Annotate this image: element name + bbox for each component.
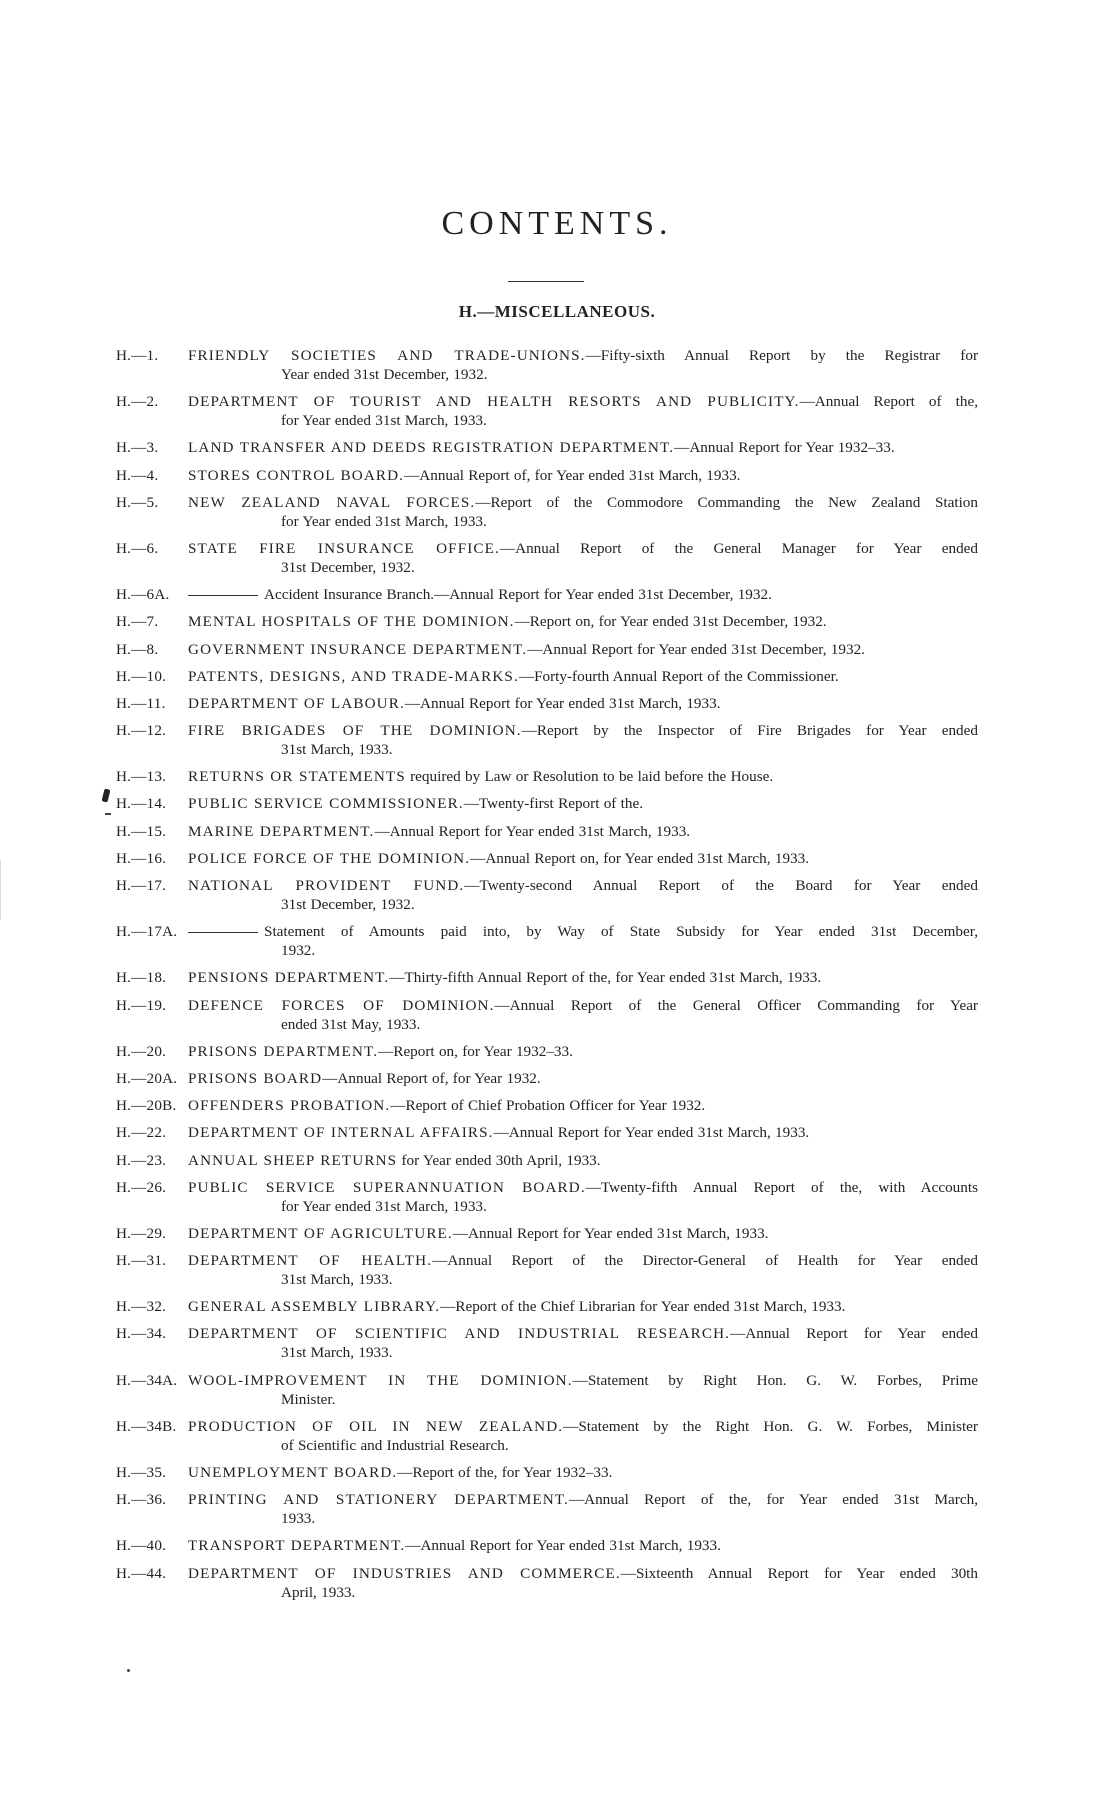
entry-detail: —Annual Report for Year ended bbox=[730, 1325, 978, 1343]
entry-first-line bbox=[188, 1069, 978, 1088]
entry-first-line bbox=[188, 694, 978, 713]
entry-heading: STATE FIRE INSURANCE OFFICE. bbox=[188, 539, 500, 557]
entry-heading: NEW ZEALAND NAVAL FORCES. bbox=[188, 493, 476, 511]
entry-detail: —Annual Report for Year ended 31st December, 1932. bbox=[527, 640, 865, 658]
entry-continuation: April, 1933. bbox=[281, 1583, 356, 1601]
entry-detail: —Annual Report of, for Year 1932. bbox=[322, 1069, 541, 1087]
entry-detail: —Twenty-second Annual Report of the Board for Year ended bbox=[464, 877, 978, 894]
entry-heading: FIRE BRIGADES OF THE DOMINION. bbox=[188, 722, 522, 740]
entry-description bbox=[188, 849, 978, 868]
entry-first-line bbox=[188, 849, 978, 868]
entry-heading: PRINTING AND STATIONERY DEPARTMENT. bbox=[188, 1491, 569, 1509]
entry-description bbox=[188, 1324, 978, 1362]
entry-code: H.—34A. bbox=[116, 1371, 178, 1389]
page-title: CONTENTS. bbox=[441, 205, 673, 242]
entry-heading: UNEMPLOYMENT BOARD. bbox=[188, 1464, 398, 1481]
entry-description bbox=[188, 493, 978, 531]
toc-entry bbox=[116, 1069, 978, 1088]
margin-ink-mark bbox=[102, 788, 111, 802]
toc-entry bbox=[116, 539, 978, 577]
entry-heading: DEPARTMENT OF AGRICULTURE. bbox=[188, 1224, 453, 1242]
entry-detail: —Thirty-fifth Annual Report of the, for Year ended 31st March, 1933. bbox=[389, 969, 822, 987]
entry-description bbox=[188, 640, 978, 659]
entry-detail: —Annual Report for Year ended 31st March, 1933. bbox=[452, 1224, 769, 1242]
entry-heading: PATENTS, DESIGNS, AND TRADE-MARKS. bbox=[188, 667, 519, 685]
entry-description bbox=[188, 539, 978, 577]
entry-code: H.—11. bbox=[116, 694, 166, 712]
entry-description bbox=[188, 438, 978, 457]
entry-code: H.—14. bbox=[116, 795, 167, 813]
entry-continuation: Year ended 31st December, 1932. bbox=[281, 366, 488, 383]
entry-detail: —Annual Report of, for Year ended 31st March, 1933. bbox=[404, 466, 741, 484]
toc-entry bbox=[116, 1324, 978, 1362]
entry-heading: DEPARTMENT OF INTERNAL AFFAIRS. bbox=[188, 1124, 494, 1142]
entry-description bbox=[188, 1490, 978, 1528]
entry-description bbox=[188, 667, 978, 686]
entry-code: H.—20. bbox=[116, 1042, 167, 1060]
entry-code: H.—5. bbox=[116, 493, 159, 511]
entry-continuation: 31st December, 1932. bbox=[281, 558, 415, 576]
entry-code: H.—1. bbox=[116, 347, 159, 364]
entry-first-line bbox=[188, 1123, 978, 1142]
ditto-rule bbox=[188, 595, 258, 596]
toc-entry bbox=[116, 1463, 978, 1482]
entry-heading: PRISONS DEPARTMENT. bbox=[188, 1042, 379, 1060]
entry-description bbox=[188, 721, 978, 759]
entry-first-line bbox=[188, 822, 978, 841]
entry-heading: DEPARTMENT OF SCIENTIFIC AND INDUSTRIAL RESEARCH. bbox=[188, 1325, 731, 1343]
entry-heading: WOOL-IMPROVEMENT IN THE DOMINION. bbox=[188, 1371, 573, 1389]
entry-detail: —Annual Report of the Director-General of Health for Year ended bbox=[432, 1252, 978, 1270]
entry-code: H.—2. bbox=[116, 393, 159, 411]
entry-description bbox=[188, 1096, 978, 1115]
toc-entry bbox=[116, 1224, 978, 1243]
entry-code: H.—12. bbox=[116, 722, 167, 740]
entry-code: H.—20A. bbox=[116, 1069, 178, 1087]
entry-description bbox=[188, 1463, 978, 1482]
entry-description bbox=[188, 1536, 978, 1555]
entry-continuation: ended 31st May, 1933. bbox=[281, 1015, 421, 1033]
entry-detail: —Annual Report of the, bbox=[799, 393, 978, 411]
entry-detail: —Annual Report for Year ended 31st March, 1933. bbox=[404, 694, 721, 712]
entry-description bbox=[188, 1564, 978, 1602]
entry-first-line bbox=[188, 1564, 978, 1583]
entry-continuation: Minister. bbox=[281, 1390, 336, 1408]
toc-entry bbox=[116, 876, 978, 914]
toc-entry bbox=[116, 1096, 978, 1115]
entry-heading: GOVERNMENT INSURANCE DEPARTMENT. bbox=[188, 640, 528, 658]
entry-first-line bbox=[188, 493, 978, 512]
toc-entry bbox=[116, 392, 978, 430]
entry-description bbox=[188, 822, 978, 841]
entry-heading: PUBLIC SERVICE SUPERANNUATION BOARD. bbox=[188, 1178, 586, 1196]
entry-first-line bbox=[188, 922, 978, 941]
entry-code: H.—40. bbox=[116, 1537, 167, 1555]
entry-continuation: 31st December, 1932. bbox=[281, 896, 415, 913]
entry-heading: MENTAL HOSPITALS OF THE DOMINION. bbox=[188, 613, 515, 631]
entry-continuation: 1933. bbox=[281, 1510, 316, 1528]
toc-entry bbox=[116, 1042, 978, 1061]
toc-entry bbox=[116, 612, 978, 631]
entry-heading: FRIENDLY SOCIETIES AND TRADE-UNIONS. bbox=[188, 347, 586, 364]
entry-first-line bbox=[188, 1251, 978, 1270]
entry-code: H.—34. bbox=[116, 1325, 167, 1343]
entry-detail: —Statement by the Right Hon. G. W. Forbes, Minister bbox=[563, 1417, 978, 1435]
entry-first-line bbox=[188, 667, 978, 686]
entry-detail: —Annual Report for Year ended 31st March, 1933. bbox=[374, 822, 691, 840]
entry-first-line bbox=[188, 721, 978, 740]
entry-heading: MARINE DEPARTMENT. bbox=[188, 822, 375, 840]
entry-code: H.—17. bbox=[116, 877, 167, 894]
toc-entry bbox=[116, 1417, 978, 1455]
entry-description bbox=[188, 996, 978, 1034]
toc-entry bbox=[116, 585, 978, 604]
toc-entry bbox=[116, 1564, 978, 1602]
toc-entry bbox=[116, 1251, 978, 1289]
entry-description bbox=[188, 346, 978, 384]
entry-first-line bbox=[188, 1417, 978, 1436]
toc-entry bbox=[116, 849, 978, 868]
entry-heading: NATIONAL PROVIDENT FUND. bbox=[188, 877, 465, 894]
stray-dot-mark bbox=[127, 1669, 130, 1672]
toc-entry bbox=[116, 1536, 978, 1555]
entry-continuation: for Year ended 31st March, 1933. bbox=[281, 1197, 487, 1215]
entry-detail: Statement of Amounts paid into, by Way of State Subsidy for Year ended 31st December, bbox=[264, 923, 978, 941]
toc-entry bbox=[116, 1371, 978, 1409]
entry-continuation: 31st March, 1933. bbox=[281, 1344, 393, 1362]
toc-entry bbox=[116, 1178, 978, 1216]
entry-heading: POLICE FORCE OF THE DOMINION. bbox=[188, 849, 471, 867]
entry-first-line bbox=[188, 1224, 978, 1243]
entry-first-line bbox=[188, 1463, 978, 1482]
entry-first-line bbox=[188, 438, 978, 457]
entry-continuation: for Year ended 31st March, 1933. bbox=[281, 512, 487, 530]
entry-detail: —Annual Report on, for Year ended 31st March, 1933. bbox=[470, 849, 810, 867]
entry-first-line bbox=[188, 1042, 978, 1061]
entry-code: H.—4. bbox=[116, 466, 159, 484]
toc-entry bbox=[116, 1490, 978, 1528]
toc-entry bbox=[116, 346, 978, 384]
entry-code: H.—17A. bbox=[116, 923, 178, 941]
toc-entry bbox=[116, 1151, 978, 1170]
entry-detail: —Report on, for Year ended 31st December, 1932. bbox=[514, 613, 827, 631]
entry-detail: —Sixteenth Annual Report for Year ended 30th bbox=[620, 1564, 978, 1582]
ditto-rule bbox=[188, 932, 258, 933]
toc-entry bbox=[116, 968, 978, 987]
entry-first-line bbox=[188, 794, 978, 813]
entry-continuation: 1932. bbox=[281, 942, 316, 960]
entry-detail: —Report by the Inspector of Fire Brigades for Year ended bbox=[521, 722, 978, 740]
entry-first-line bbox=[188, 996, 978, 1015]
toc-entry bbox=[116, 667, 978, 686]
toc-entry bbox=[116, 1123, 978, 1142]
entry-detail: required by Law or Resolution to be laid before the House. bbox=[405, 768, 774, 786]
toc-entry bbox=[116, 822, 978, 841]
toc-entry bbox=[116, 1297, 978, 1316]
entry-continuation: 31st March, 1933. bbox=[281, 1271, 393, 1289]
entry-description bbox=[188, 1178, 978, 1216]
entry-first-line bbox=[188, 1096, 978, 1115]
entry-continuation: 31st March, 1933. bbox=[281, 741, 393, 759]
entry-code: H.—36. bbox=[116, 1491, 167, 1509]
entry-first-line bbox=[188, 612, 978, 631]
entry-first-line bbox=[188, 1371, 978, 1390]
entry-first-line bbox=[188, 1151, 978, 1170]
entry-first-line bbox=[188, 876, 978, 895]
entry-heading: DEPARTMENT OF TOURIST AND HEALTH RESORTS AND PUBLICITY. bbox=[188, 393, 800, 411]
entry-detail: —Report of the Commodore Commanding the New Zealand Station bbox=[475, 493, 978, 511]
entry-detail: —Annual Report for Year ended 31st March, 1933. bbox=[493, 1124, 810, 1142]
entry-description bbox=[188, 585, 978, 604]
entry-first-line bbox=[188, 1178, 978, 1197]
toc-entry bbox=[116, 996, 978, 1034]
entry-code: H.—23. bbox=[116, 1151, 167, 1169]
toc-entry bbox=[116, 794, 978, 813]
entry-code: H.—15. bbox=[116, 822, 167, 840]
entry-detail: —Twenty-fifth Annual Report of the, with Accounts bbox=[585, 1178, 978, 1196]
entry-code: H.—29. bbox=[116, 1224, 167, 1242]
entry-description bbox=[188, 1224, 978, 1243]
entry-code: H.—3. bbox=[116, 439, 159, 457]
entry-code: H.—13. bbox=[116, 768, 167, 786]
entry-detail: —Statement by Right Hon. G. W. Forbes, Prime bbox=[572, 1371, 978, 1389]
entry-code: H.—10. bbox=[116, 667, 167, 685]
entry-description bbox=[188, 794, 978, 813]
entry-description bbox=[188, 968, 978, 987]
entry-first-line bbox=[188, 1490, 978, 1509]
section-heading: H.—MISCELLANEOUS. bbox=[458, 302, 656, 321]
entry-heading: OFFENDERS PROBATION. bbox=[188, 1097, 391, 1115]
entry-description bbox=[188, 1371, 978, 1409]
entry-detail: —Annual Report of the, for Year ended 31st March, bbox=[568, 1491, 978, 1509]
entry-heading: DEFENCE FORCES OF DOMINION. bbox=[188, 996, 495, 1014]
entry-code: H.—31. bbox=[116, 1252, 167, 1270]
entry-heading: PENSIONS DEPARTMENT. bbox=[188, 969, 390, 987]
entry-detail: for Year ended 30th April, 1933. bbox=[397, 1151, 601, 1169]
toc-entry bbox=[116, 640, 978, 659]
entry-first-line bbox=[188, 640, 978, 659]
entry-heading: DEPARTMENT OF INDUSTRIES AND COMMERCE. bbox=[188, 1564, 621, 1582]
entry-heading: DEPARTMENT OF LABOUR. bbox=[188, 694, 405, 712]
entry-first-line bbox=[188, 539, 978, 558]
entry-description bbox=[188, 922, 978, 960]
entry-code: H.—8. bbox=[116, 640, 159, 658]
entry-description bbox=[188, 876, 978, 914]
entry-heading: PRISONS BOARD bbox=[188, 1069, 323, 1087]
entry-description bbox=[188, 767, 978, 786]
entry-detail: —Report of the, for Year 1932–33. bbox=[397, 1464, 613, 1481]
entry-detail: —Annual Report for Year ended 31st March, 1933. bbox=[405, 1537, 721, 1555]
entry-detail: —Annual Report for Year 1932–33. bbox=[674, 439, 895, 457]
entry-first-line bbox=[188, 1297, 978, 1316]
entry-code: H.—32. bbox=[116, 1298, 167, 1316]
entry-first-line bbox=[188, 1324, 978, 1343]
entry-heading: TRANSPORT DEPARTMENT. bbox=[188, 1537, 406, 1555]
entry-first-line bbox=[188, 767, 978, 786]
entry-first-line bbox=[188, 392, 978, 411]
entry-detail: —Annual Report of the General Officer Commanding for Year bbox=[494, 996, 978, 1014]
entry-description bbox=[188, 1151, 978, 1170]
page-edge-shadow bbox=[0, 860, 1, 920]
title-divider bbox=[508, 281, 584, 282]
entry-code: H.—35. bbox=[116, 1464, 167, 1481]
entry-heading: DEPARTMENT OF HEALTH. bbox=[188, 1252, 433, 1270]
entry-code: H.—6. bbox=[116, 539, 159, 557]
toc-entry bbox=[116, 922, 978, 960]
entry-detail: —Fifty-sixth Annual Report by the Registrar for bbox=[585, 347, 978, 364]
margin-tick-mark bbox=[105, 813, 111, 815]
entry-description bbox=[188, 1123, 978, 1142]
entry-detail: —Report on, for Year 1932–33. bbox=[378, 1042, 573, 1060]
entry-code: H.—7. bbox=[116, 613, 159, 631]
entry-continuation: for Year ended 31st March, 1933. bbox=[281, 412, 487, 430]
toc-entry bbox=[116, 767, 978, 786]
entry-description bbox=[188, 466, 978, 485]
entry-code: H.—16. bbox=[116, 849, 167, 867]
entry-description bbox=[188, 1297, 978, 1316]
entry-detail: —Twenty-first Report of the. bbox=[463, 795, 644, 813]
entry-description bbox=[188, 694, 978, 713]
entry-detail: Accident Insurance Branch.—Annual Report for Year ended 31st December, 1932. bbox=[264, 586, 772, 604]
toc-entry bbox=[116, 493, 978, 531]
entry-code: H.—34B. bbox=[116, 1417, 177, 1435]
toc-entry bbox=[116, 694, 978, 713]
toc-entry bbox=[116, 438, 978, 457]
entry-heading: PUBLIC SERVICE COMMISSIONER. bbox=[188, 795, 464, 813]
entry-description bbox=[188, 1069, 978, 1088]
entry-code: H.—19. bbox=[116, 996, 167, 1014]
entry-continuation: of Scientific and Industrial Research. bbox=[281, 1436, 509, 1454]
entry-first-line bbox=[188, 968, 978, 987]
entry-code: H.—26. bbox=[116, 1178, 167, 1196]
entry-description bbox=[188, 612, 978, 631]
entry-description bbox=[188, 1417, 978, 1455]
entry-first-line bbox=[188, 1536, 978, 1555]
entry-detail: —Annual Report of the General Manager for Year ended bbox=[499, 539, 978, 557]
entry-code: H.—22. bbox=[116, 1124, 167, 1142]
entry-detail: —Report of Chief Probation Officer for Year 1932. bbox=[390, 1097, 706, 1115]
entry-first-line bbox=[188, 466, 978, 485]
toc-entry bbox=[116, 721, 978, 759]
entry-code: H.—6A. bbox=[116, 586, 170, 604]
entry-heading: ANNUAL SHEEP RETURNS bbox=[188, 1151, 398, 1169]
entry-description bbox=[188, 1042, 978, 1061]
entry-detail: —Report of the Chief Librarian for Year ended 31st March, 1933. bbox=[440, 1298, 846, 1316]
entry-description bbox=[188, 1251, 978, 1289]
contents-list bbox=[116, 346, 978, 1610]
entry-code: H.—44. bbox=[116, 1564, 167, 1582]
entry-heading: RETURNS OR STATEMENTS bbox=[188, 768, 406, 786]
entry-first-line bbox=[188, 585, 978, 604]
entry-heading: PRODUCTION OF OIL IN NEW ZEALAND. bbox=[188, 1417, 564, 1435]
entry-heading: STORES CONTROL BOARD. bbox=[188, 466, 405, 484]
entry-heading: LAND TRANSFER AND DEEDS REGISTRATION DEPARTMENT. bbox=[188, 439, 675, 457]
entry-code: H.—18. bbox=[116, 969, 167, 987]
entry-heading: GENERAL ASSEMBLY LIBRARY. bbox=[188, 1298, 441, 1316]
entry-description bbox=[188, 392, 978, 430]
entry-code: H.—20B. bbox=[116, 1097, 177, 1115]
toc-entry bbox=[116, 466, 978, 485]
entry-detail: —Forty-fourth Annual Report of the Commissioner. bbox=[518, 667, 839, 685]
entry-first-line bbox=[188, 346, 978, 365]
